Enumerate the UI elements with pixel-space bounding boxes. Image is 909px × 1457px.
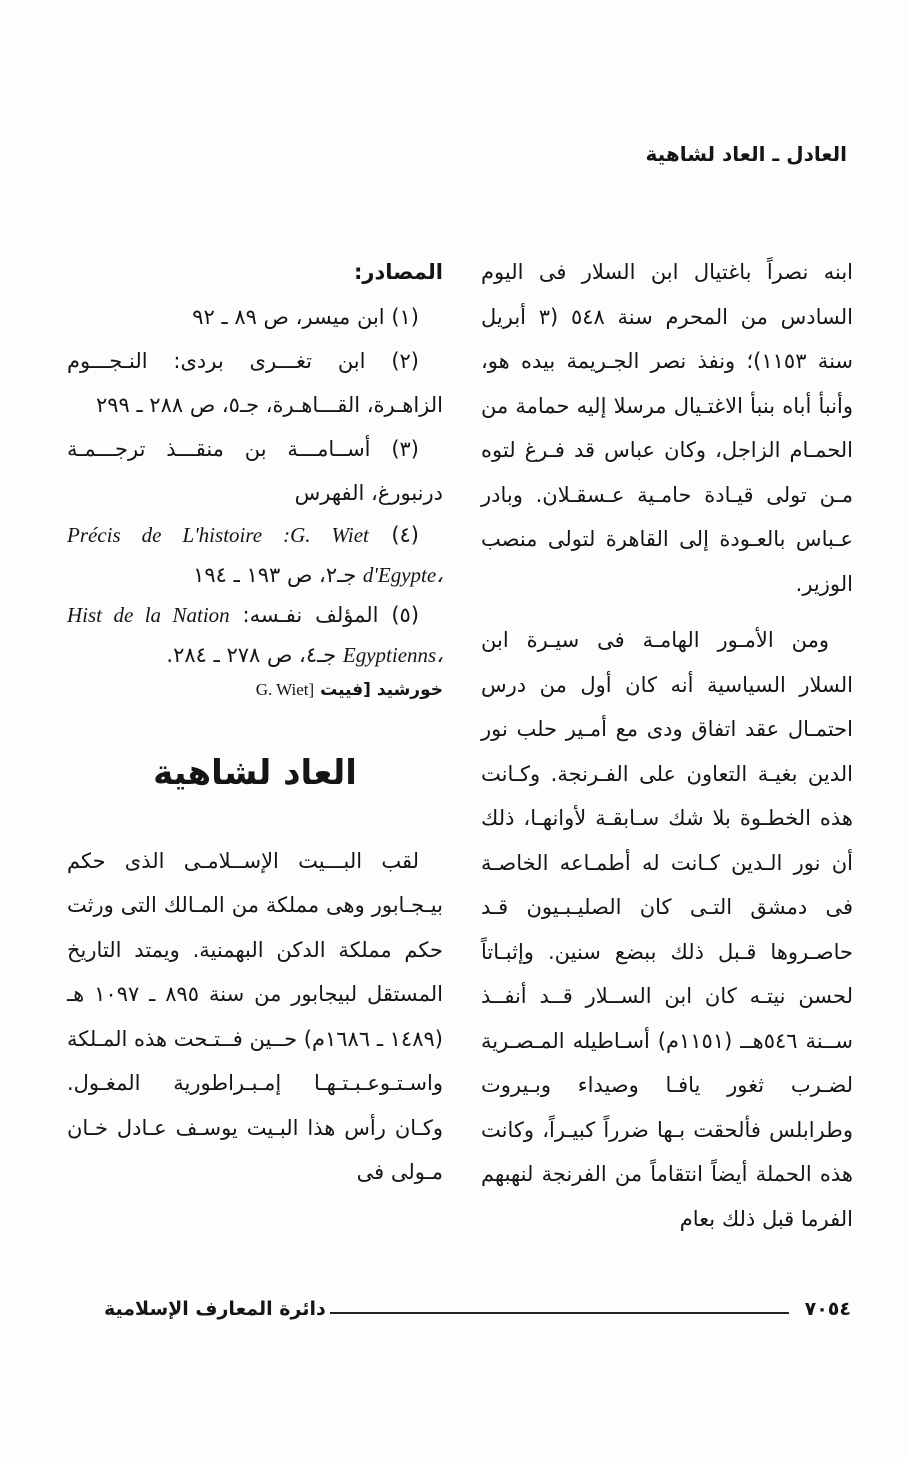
- journal-name: دائرة المعارف الإسلامية: [104, 1298, 326, 1320]
- body-paragraph: ابنه نصراً باغتيال ابن السلار فى اليوم السادس من المحرم سنة ٥٤٨ (٣ أبريل سنة ١١٥٣)؛ ونفذ نصر الجـريمة بيده هو، وأنبأ أباه بنبأ الاغتـيال مرسلا إليه حمامة من الحمـام الزاجل، وكان عباس قد فـرغ لتوه مـن تولى قيـادة حامـية عـسقـلان. وبادر عـباس بالعـودة إلى القاهرة لتولى منصب الوزير.: [481, 260, 853, 596]
- source-entry: (٢) ابن تغـــرى بردى: النـجـــوم الزاهـرة، القـــاهـرة، جـ٥، ص ٢٨٨ ـ ٢٩٩: [67, 348, 443, 417]
- source-entry: (٣) أســامـــة بن منقـــذ ترجـــمـة درنبورغ، الفهرس: [67, 436, 443, 505]
- sources-heading: المصادر:: [353, 260, 443, 284]
- source-latin-title: Précis de L'histoire :G. Wiet d'Egypte،: [67, 522, 443, 587]
- source-citation: جـ٢، ص ١٩٣ ـ ١٩٤: [193, 562, 363, 587]
- article-title: العاد لشاهية: [153, 752, 357, 793]
- source-number: (٤): [391, 522, 419, 547]
- source-citation: جـ٤، ص ٢٧٨ ـ ٢٨٤.: [166, 642, 343, 667]
- source-number: (٥) المؤلف نفـسه:: [242, 602, 420, 627]
- running-header: [62, 142, 847, 166]
- source-entry: [67, 595, 443, 675]
- author-arabic: خورشيد [فييت: [320, 679, 443, 700]
- left-column: [67, 250, 443, 1195]
- article-paragraph: لقب البـــيت الإســلامـى الذى حكم بيـجـابور وهى مملكة من المـالك التى ورثت حكم مملكة الدكن البهمنية. ويمتد التاريخ المستقل لبيجابور من سنة ٨٩٥ ـ ١٠٩٧ هـ (١٤٨٩ ـ ١٦٨٦م) حــين فــتـحت هذه المـلكة واسـتـوعـبـتـهـا إمـبـراطورية المغـول. وكـان رأس هذا البـيت يوسـف عـادل خـان مـولى فى: [67, 848, 443, 1184]
- source-entry: (١) ابن ميسر، ص ٨٩ ـ ٩٢: [192, 304, 419, 329]
- page-number: ٧٠٥٤: [804, 1298, 851, 1320]
- body-paragraph: ومن الأمـور الهامـة فى سيـرة ابن السلار السياسية أنه كان أول من درس احتمـال عقد اتفاق ودى مع أمـير حلب نور الدين بغيـة التعاون على الفـرنجة. وكـانت هذه الخطـوة بلا شك سـابقـة لأوانهـا، ذلك أن نور الـدين كـانت له أطمـاعه الخاصـة فى دمشق التـى كان الصليـبـيون قـد حاصـروها قـبل ذلك ببضع سنين. وإثبـاتاً لحسن نيتـه كان ابن الســلار قــد أنفــذ ســنة ٥٤٦هــ (١١٥١م) أسـاطيله المـصـرية لضـرب ثغور يافـا وصيداء وبـيروت وطرابلس فألحقت بـها ضرراً كبيـراً، وكانت هذه الحملة أيضاً انتقاماً من الفرنجة لنهبهم الفرما قبل ذلك بعام: [481, 628, 854, 1231]
- footer-rule: [330, 1312, 789, 1314]
- source-entry: [67, 515, 443, 595]
- author-latin: G. Wiet]: [255, 679, 315, 699]
- source-latin-title: Hist de la Nation Egyptienns،: [67, 602, 443, 667]
- page-footer: [104, 1298, 851, 1328]
- running-title: العادل ـ العاد لشاهية: [645, 142, 847, 166]
- right-column: [481, 250, 853, 1241]
- author-signature: [67, 675, 443, 705]
